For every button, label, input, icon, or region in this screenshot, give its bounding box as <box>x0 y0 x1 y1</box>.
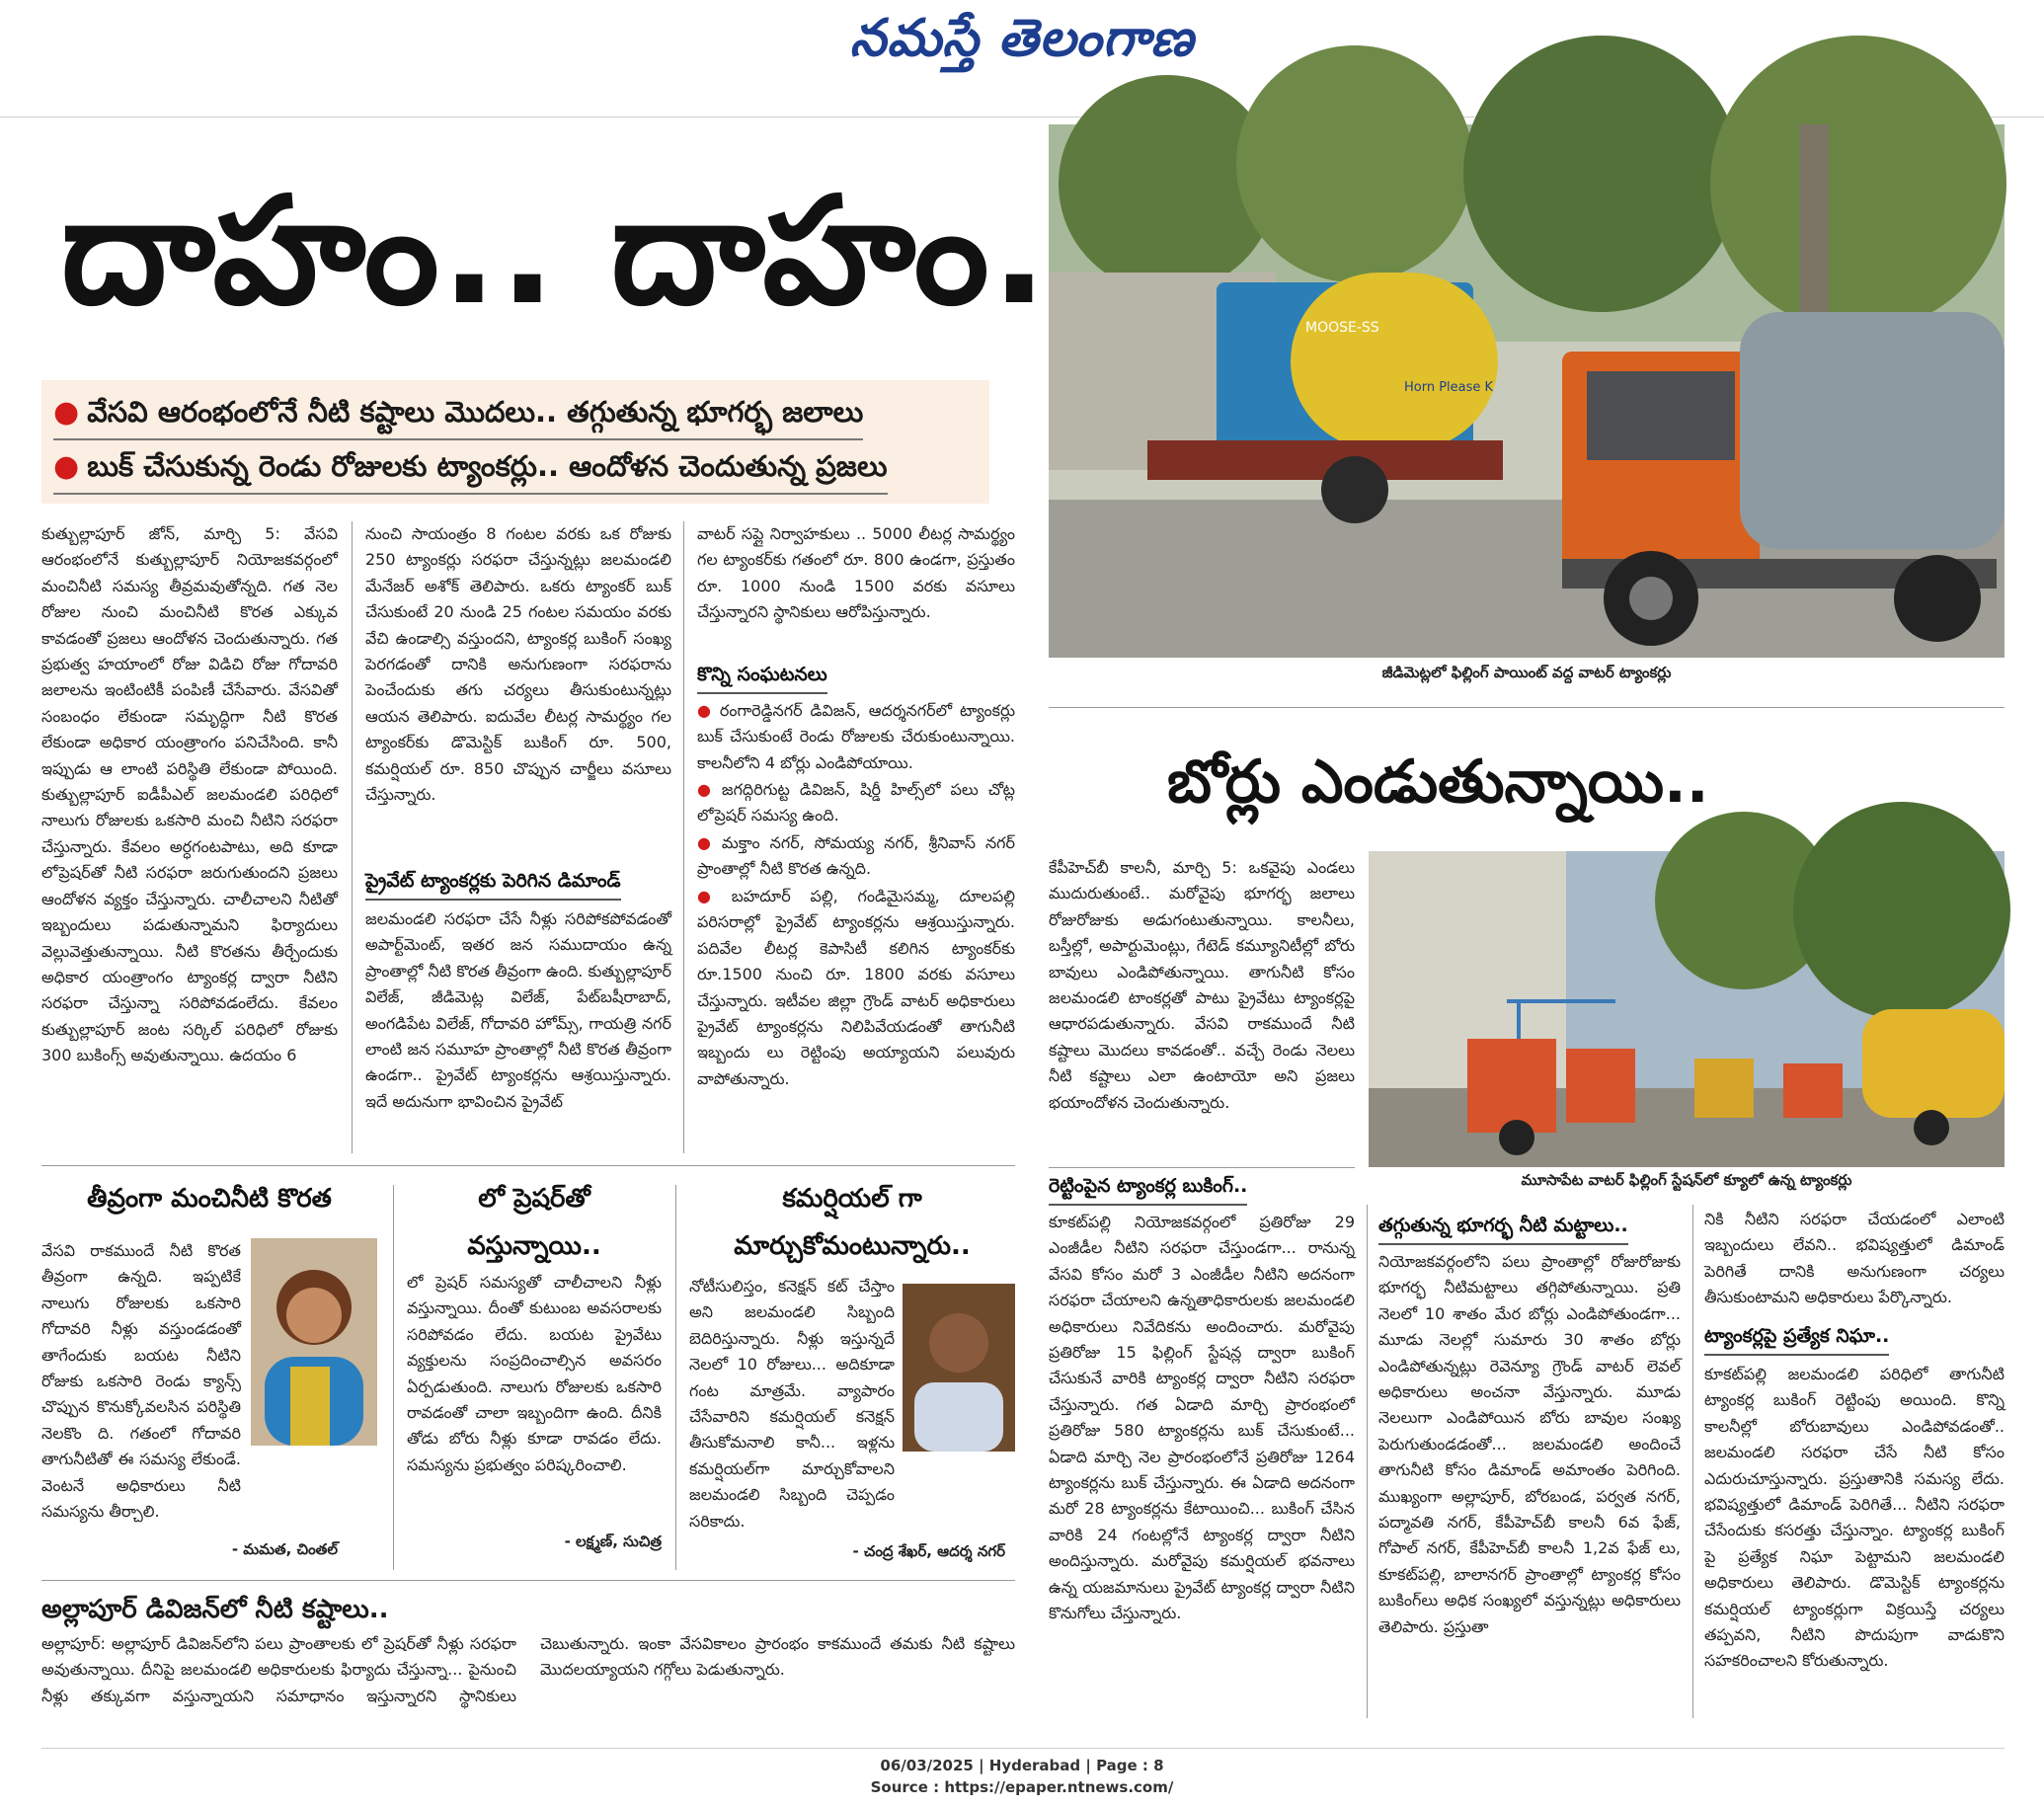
bores-intro-text: కేపీహెచ్‌బీ కాలనీ, మార్చి 5: ఒకవైపు ఎండలు ముదురుతుంటే.. మరోవైపు భూగర్భ జలాలు రోజురోజుకు అడుగంటుతున్నాయి. కాలనీలు, బస్తీల్లో, అపార్టుమెంట్లు, గేటెడ్ కమ్యూనిటీల్లో బోరు బావులు ఎండిపోతున్నాయి. తాగునీటి కోసం జలమండలి టాంకర్లతో పాటు ప్రైవేటు ట్యాంకర్లపై ఆధారపడుతున్నారు. వేసవి రాకముందే నీటి కష్టాలు మొదలు కావడంతో.. వచ్చే రెండు నెలలు నీటి కష్టాలు ఎలా ఉంటాయో అని ప్రజలు భయాందోళన చెందుతున్నారు. <box>1049 858 1355 1112</box>
quote-title-2: వస్తున్నాయి.. <box>467 1231 601 1261</box>
quote-box-lakshman <box>407 1175 662 1570</box>
quote-text: లో ప్రెషర్ సమస్యతో చాలీచాలని నీళ్లు వస్తున్నాయి. దీంతో కుటుంబ అవసరాలకు సరిపోవడం లేదు. బయట ప్రైవేటు వ్యక్తులను సంప్రదించాల్సిన అవసరం ఏర్పడుతుంది. నాలుగు రోజులకు ఒకసారి రావడంతో చాలా ఇబ్బందిగా ఉంది. దీనికి తోడు బోరు నీళ్లు కూడా రావడం లేదు. సమస్యను ప్రభుత్వం పరిష్కరించాలి. <box>407 1273 662 1474</box>
incident-text: రంగారెడ్డినగర్ డివిజన్, ఆదర్శనగర్‌లో ట్యాంకర్లు బుక్ చేసుకుంటే రెండు రోజులకు చేరుకుంటున్నాయి. కాలనీలోని 4 బోర్లు ఎండిపోయాయి. <box>697 701 1015 772</box>
quote-signature: - లక్ష్మణ్, సుచిత్ర <box>564 1532 662 1550</box>
section-divider <box>41 1165 1015 1166</box>
allapur-text: అల్లాపూర్: అల్లాపూర్ డివిజన్‌లోని పలు ప్రాంతాలకు లో ప్రెషర్‌తో నీళ్లు సరఫరా అవుతున్నాయి. దీనిపై జలమండలి అధికారులకు ఫిర్యాదు చేస్తున్నా... పైనుంచి నీళ్లు తక్కువగా వస్తున్నాయని సమాధానం ఇస్తున్నారని స్థానికులు చెబుతున్నారు. ఇంకా వేసవికాలం ప్రారంభం కాకముందే తమకు నీటి కష్టాలు మొదలయ్యాయని గగ్గోలు పెడుతున్నారు. <box>41 1634 1015 1705</box>
bullet-icon: ● <box>697 887 726 905</box>
incident-item <box>697 830 1015 884</box>
quote-box-chandrasekhar <box>689 1175 1015 1570</box>
quote-title: తీవ్రంగా మంచినీటి కొరత <box>87 1184 332 1214</box>
section-divider <box>1049 1167 1355 1168</box>
incident-text: బహదూర్ పల్లి, గండిమైసమ్మ, దూలపల్లి పరిసరాల్లో ప్రైవేట్ ట్యాంకర్లను ఆశ్రయిస్తున్నారు. పదివేల లీటర్ల కెపాసిటీ కలిగిన ట్యాంకర్‌కు రూ.1500 నుంచి రూ. 1800 వరకు వసూలు చేస్తున్నారు. ఇటీవల జిల్లా గ్రౌండ్ వాటర్ అధికారులు ప్రైవేట్ ట్యాంకర్లను నిలిపివేయడంతో తాగునీటి ఇబ్బందు లు రెట్టింపు అయ్యాయని పలువురు వాపోతున్నారు. <box>697 887 1015 1088</box>
quote-text: నోటీసులిస్తం, కనెక్షన్ కట్ చేస్తాం అని జలమండలి సిబ్బంది బెదిరిస్తున్నారు. నీళ్లు ఇస్తున్నదే నెలలో 10 రోజులు... అదికూడా గంట మాత్రమే. వ్యాపారం చేసేవారిని కమర్షియల్ కనెక్షన్ తీసుకోమనాలి కానీ... ఇళ్లను కమర్షియల్‌గా మార్చుకోవాలని జలమండలి సిబ్బంది చెప్పడం సరికాదు. <box>689 1277 895 1531</box>
quote-title-2: మార్చుకోమంటున్నారు.. <box>734 1231 971 1261</box>
quote-signature: - మమత, చింతల్ <box>231 1540 338 1558</box>
bullet-icon: ● <box>53 449 80 484</box>
incident-text: మక్తాం నగర్, సోమయ్య నగర్, శ్రీనివాస్ నగర్ ప్రాంతాల్లో నీటి కొరత ఉన్నది. <box>697 833 1015 879</box>
groundwater-subhead <box>1378 1215 1681 1245</box>
photo-moosapet-tankers <box>1369 851 2005 1167</box>
photo1-caption: జీడిమెట్లలో ఫిల్లింగ్ పాయింట్ వద్ద వాటర్ ట్యాంకర్లు <box>1381 664 1672 681</box>
booking-subhead-text: రెట్టింపైన ట్యాంకర్ల బుకింగ్.. <box>1049 1175 1247 1206</box>
article-col-3 <box>697 521 1015 1153</box>
column-divider <box>683 521 684 1153</box>
photo-jeedimetla-tankers <box>1049 124 2005 658</box>
bores-headline: బోర్లు ఎండుతున్నాయి.. <box>1167 747 1709 817</box>
footer-divider <box>41 1748 2005 1749</box>
bullet-icon: ● <box>697 701 714 720</box>
portrait-photo <box>903 1284 1015 1452</box>
quote-text-a: వేసవి రాకముందే నీటి కొరత తీవ్రంగా ఉన్నది. ఇప్పటికే నాలుగు రోజులకు ఒకసారి గోదావరి నీళ్లు వస్తుండడంతో తాగేందుకు బయట నీటిని రోజుకు ఒకసారి రెండు క్యాన్స్ చొప్పున కొనుక్కోవలసిన పరిస్థితి నెలకొం ది. గతంలో గోదావరి తాగునీటితో ఈ సమస్య లేకుండే. వెంటనే అధికారులు నీటి సమస్యను తీర్చాలి. <box>41 1241 241 1522</box>
incident-item <box>697 884 1015 1121</box>
continued-text: నికి నీటిని సరఫరా చేయడంలో ఎలాంటి ఇబ్బందులు లేవని.. భవిష్యత్తులో డిమాండ్ పెరిగితే దానికి అనుగుణంగా చర్యలు తీసుకుంటామని అధికారులు పేర్కొన్నారు. <box>1704 1210 2005 1307</box>
surveillance-text: కూకట్‌పల్లి జలమండలి పరిధిలో తాగునీటి ట్యాంకర్ల బుకింగ్ రెట్టింపు అయింది. కొన్ని కాలనీల్లో బోరుబావులు ఎండిపోవడంతో.. జలమండలి సరఫరా చేసే నీటి కోసం ఎదురుచూస్తున్నారు. ప్రస్తుతానికి సమస్య లేదు. భవిష్యత్తులో డిమాండ్ పెరిగితే... నీటిని సరఫరా చేసేందుకు కసరత్తు చేస్తున్నాం. ట్యాంకర్ల బుకింగ్ పై ప్రత్యేక నిఘా పెట్టామని జలమండలి అధికారులు తెలిపారు. డొమెస్టిక్ ట్యాంకర్లను కమర్షియల్ ట్యాంకర్లుగా విక్రయిస్తే చర్యలు తప్పవని, నీటిని పొదుపుగా వాడుకొని సహకరించాలని కోరుతున్నారు. <box>1704 1365 2005 1671</box>
incident-text: జగద్గిరిగుట్ట డివిజన్, షిర్డీ హిల్స్‌లో పలు చోట్ల లోప్రెషర్ సమస్య ఉంది. <box>697 780 1015 825</box>
col2-subhead-text: ప్రైవేట్ ట్యాంకర్లకు పెరిగిన డిమాండ్ <box>365 870 621 901</box>
col3-text-a: వాటర్ సప్లై నిర్వాహకులు .. 5000 లీటర్ల సామర్థ్యం గల ట్యాంకర్‌కు గతంలో రూ. 800 ఉండగా, ప్రస్తుతం రూ. 1000 నుండి 1500 వరకు వసూలు చేస్తున్నారని స్థానికులు ఆరోపిస్తున్నారు. <box>697 524 1015 622</box>
col3-subhead-text: కొన్ని సంఘటనలు <box>697 664 827 694</box>
portrait-photo <box>251 1238 377 1446</box>
booking-article <box>1049 1175 1355 1718</box>
bullet-icon: ● <box>697 833 716 852</box>
allapur-article <box>41 1588 1015 1716</box>
quote-title-1: కమర్షియల్ గా <box>782 1184 922 1214</box>
quote-box-mamatha <box>41 1175 377 1570</box>
groundwater-text: నియోజకవర్గంలోని పలు ప్రాంతాల్లో రోజురోజుకు భూగర్భ నీటిమట్టాలు తగ్గిపోతున్నాయి. ప్రతి నెలలో 10 శాతం మేర బోర్లు ఎండిపోతుండగా... మూడు నెలల్లో సుమారు 30 శాతం బోర్లు ఎండిపోతున్నట్లు రెవెన్యూ గ్రౌండ్ వాటర్ లెవల్ అధికారులు అంచనా వేస్తున్నారు. మూడు నెలలుగా ఎండిపోయిన బోరు బావుల సంఖ్య పెరుగుతుండడంతో... జలమండలి అందించే తాగునీటి కోసం డిమాండ్ అమాంతం పెరిగింది. ముఖ్యంగా అల్లాపూర్, బోరబండ, పర్వత నగర్, పద్మావతి నగర్, కేపీహెచ్‌బీ కాలనీ 6వ ఫేజ్, గోపాల్ నగర్, కేపీహెచ్‌బీ కాలనీ 1,2వ ఫేజ్ లు, కూకట్‌పల్లి, బాలానగర్ ప్రాంతాల్లో ట్యాంకర్ల కోసం బుకింగ్‌లు అధిక సంఖ్యలో వస్తున్నట్లు అధికారులు తెలిపారు. ప్రస్తుతా <box>1378 1252 1681 1636</box>
groundwater-subhead-text: తగ్గుతున్న భూగర్భ నీటి మట్టాలు.. <box>1378 1215 1628 1245</box>
column-divider <box>1692 1205 1693 1718</box>
column-divider <box>675 1185 676 1570</box>
article-col-1: కుత్బుల్లాపూర్ జోన్, మార్చి 5: వేసవి ఆరంభంలోనే కుత్బుల్లాపూర్ నియోజకవర్గంలో మంచినీటి సమస్య తీవ్రమవుతోన్నది. గత నెల రోజుల నుంచి మంచినీటి కొరత ఎక్కువ కావడంతో ప్రజలు ఆందోళన చెందుతున్నారు. గత ప్రభుత్వ హయాంలో రోజు విడిచి రోజు గోదావరి జలాలను ఇంటింటికీ పంపిణీ చేసేవారు. వేసవితో సంబంధం లేకుండా సమృద్ధిగా నీటి కొరత లేకుండా అధికార యంత్రాంగం పనిచేసింది. కానీ ఇప్పుడు ఆ లాంటి పరిస్థితి లేకుండా పోయింది. కుత్బుల్లాపూర్ ఐడీపీఎల్ జలమండలి పరిధిలో నాలుగు రోజులకు ఒకసారి మంచి నీటిని సరఫరా చేస్తున్నారు. కేవలం అర్ధగంటపాటు, అది కూడా లోప్రెషర్‌తో నీటి సరఫరా జరుగుతుందని ప్రజలు ఆందోళన వ్యక్తం చేస్తున్నారు. చాలీచాలని నీటితో ఇబ్బందులు పడుతున్నామని ఫిర్యాదులు వెల్లువెత్తుతున్నాయి. నీటి కొరతను తీర్చేందుకు అధికార యంత్రాంగం ట్యాంకర్ల ద్వారా నీటిని సరఫరా చేస్తున్నా సరిపోవడంలేదు. కేవలం కుత్బుల్లాపూర్ జంట సర్కిల్ పరిధిలో రోజుకు 300 బుకింగ్స్ అవుతున్నాయి. ఉదయం 6 <box>41 524 338 1065</box>
col3-subhead <box>697 664 1015 694</box>
quote-signature: - చంద్ర శేఖర్, ఆదర్శ నగర్ <box>852 1542 1005 1560</box>
quote-title-1: లో ప్రెషర్‌తో <box>478 1184 590 1214</box>
incident-item <box>697 698 1015 777</box>
footer-date: 06/03/2025 | Hyderabad | Page : 8 <box>880 1757 1164 1774</box>
truck-text-1: MOOSE-SS <box>1305 320 1379 336</box>
footer-source-link[interactable]: Source : https://epaper.ntnews.com/ <box>870 1778 1174 1796</box>
bullet-icon: ● <box>697 780 716 799</box>
photo2-caption: మూసాపేట వాటర్ ఫిల్లింగ్ స్టేషన్‌లో క్యూలో ఉన్న ట్యాంకర్లు <box>1521 1171 1852 1189</box>
column-divider <box>393 1185 394 1570</box>
booking-subhead <box>1049 1175 1355 1206</box>
truck-text-2: Horn Please K <box>1404 380 1494 395</box>
surveillance-subhead-text: ట్యాంకర్లపై ప్రత్యేక నిఘా.. <box>1704 1325 1889 1356</box>
headline-deck <box>41 380 989 504</box>
main-headline: దాహం.. దాహం. <box>61 166 1050 338</box>
col2-text-a: నుంచి సాయంత్రం 8 గంటల వరకు ఒక రోజుకు 250 ట్యాంకర్లు సరఫరా చేస్తున్నట్లు జలమండలి మేనేజర్ అశోక్ తెలిపారు. ఒకరు ట్యాంకర్ బుక్ చేసుకుంటే 20 నుండి 25 గంటల సమయం వరకు వేచి ఉండాల్సి వస్తుందని, ట్యాంకర్ల బుకింగ్ సంఖ్య పెరగడంతో దానికి అనుగుణంగా సరఫరాను పెంచేందుకు తగు చర్యలు తీసుకుంటున్నట్లు ఆయన తెలిపారు. ఐదువేల లీటర్ల సామర్థ్యం గల ట్యాంకర్‌కు డొమెస్టిక్ బుకింగ్ రూ. 500, కమర్షియల్ రూ. 850 చొప్పున చార్జీలు వసూలు చేస్తున్నారు. <box>365 524 671 805</box>
bullet-icon: ● <box>53 395 80 430</box>
deck-line-1 <box>53 386 863 440</box>
column-divider <box>1367 1205 1368 1718</box>
deck-text-2: బుక్ చేసుకున్న రెండు రోజులకు ట్యాంకర్లు.. ఆందోళన చెందుతున్న ప్రజలు <box>87 449 888 483</box>
booking-text: కూకట్‌పల్లి నియోజకవర్గంలో ప్రతిరోజు 29 ఎంజీడీల నీటిని సరఫరా చేస్తుండగా... రానున్న వేసవి కోసం మరో 3 ఎంజీడీల నీటిని అదనంగా సరఫరా చేయాలని ఉన్నతాధికారులకు జలమండలి అధికారులు నివేదికను అందించారు. మరోవైపు ప్రతిరోజు 15 ఫిల్లింగ్ స్టేషన్ల ద్వారా బుకింగ్ చేసుకునే వారికి ట్యాంకర్ల ద్వారా నీటిని సరఫరా చేస్తున్నారు. గత ఏడాది మార్చి ప్రారంభంలో ప్రతిరోజు 580 ట్యాంకర్లను బుక్ చేసుకుంటే... ఏడాది మార్చి నెల ప్రారంభంలోనే ప్రతిరోజు 1264 ట్యాంకర్లను బుక్ చేస్తున్నారు. ఈ ఏడాది అదనంగా మరో 28 ట్యాంకర్లను కేటాయించి... బుకింగ్ చేసిన వారికి 24 గంటల్లోనే ట్యాంకర్ల ద్వారా నీటిని అందిస్తున్నారు. మరోవైపు కమర్షియల్ భవనాలు ఉన్న యజమానులు ప్రైవేట్ ట్యాంకర్ల ద్వారా నీటిని కొనుగోలు చేస్తున్నారు. <box>1049 1213 1355 1623</box>
incident-item <box>697 777 1015 830</box>
section-divider <box>1049 707 2005 708</box>
deck-text-1: వేసవి ఆరంభంలోనే నీటి కష్టాలు మొదలు.. తగ్గుతున్న భూగర్భ జలాలు <box>87 395 864 429</box>
surveillance-article <box>1704 1207 2005 1720</box>
deck-line-2 <box>53 440 888 495</box>
groundwater-article <box>1378 1215 1681 1718</box>
allapur-title: అల్లాపూర్ డివిజన్‌లో నీటి కష్టాలు.. <box>41 1595 389 1624</box>
surveillance-subhead <box>1704 1325 2005 1356</box>
article-col-2 <box>365 521 671 1153</box>
col2-text-b: జలమండలి సరఫరా చేసే నీళ్లు సరిపోకపోవడంతో అపార్ట్‌మెంట్, ఇతర జన సముదాయం ఉన్న ప్రాంతాల్లో నీటి కొరత తీవ్రంగా ఉంది. కుత్బుల్లాపూర్ విలేజ్, జీడిమెట్ల విలేజ్, పేట్‌బషీరాబాద్, అంగడిపేట విలేజ్, గోదావరి హోమ్స్, గాయత్రి నగర్ లాంటి జన సమూహ ప్రాంతాల్లో నీటి కొరత తీవ్రంగా ఉండగా.. ప్రైవేట్ ట్యాంకర్లను ఆశ్రయిస్తున్నారు. ఇదే అదునుగా భావించిన ప్రైవేట్ <box>365 909 671 1111</box>
masthead-logo: నమస్తే తెలంగాణ <box>849 8 1195 68</box>
col2-subhead <box>365 870 671 901</box>
column-divider <box>352 521 353 1153</box>
section-divider <box>41 1580 1015 1581</box>
